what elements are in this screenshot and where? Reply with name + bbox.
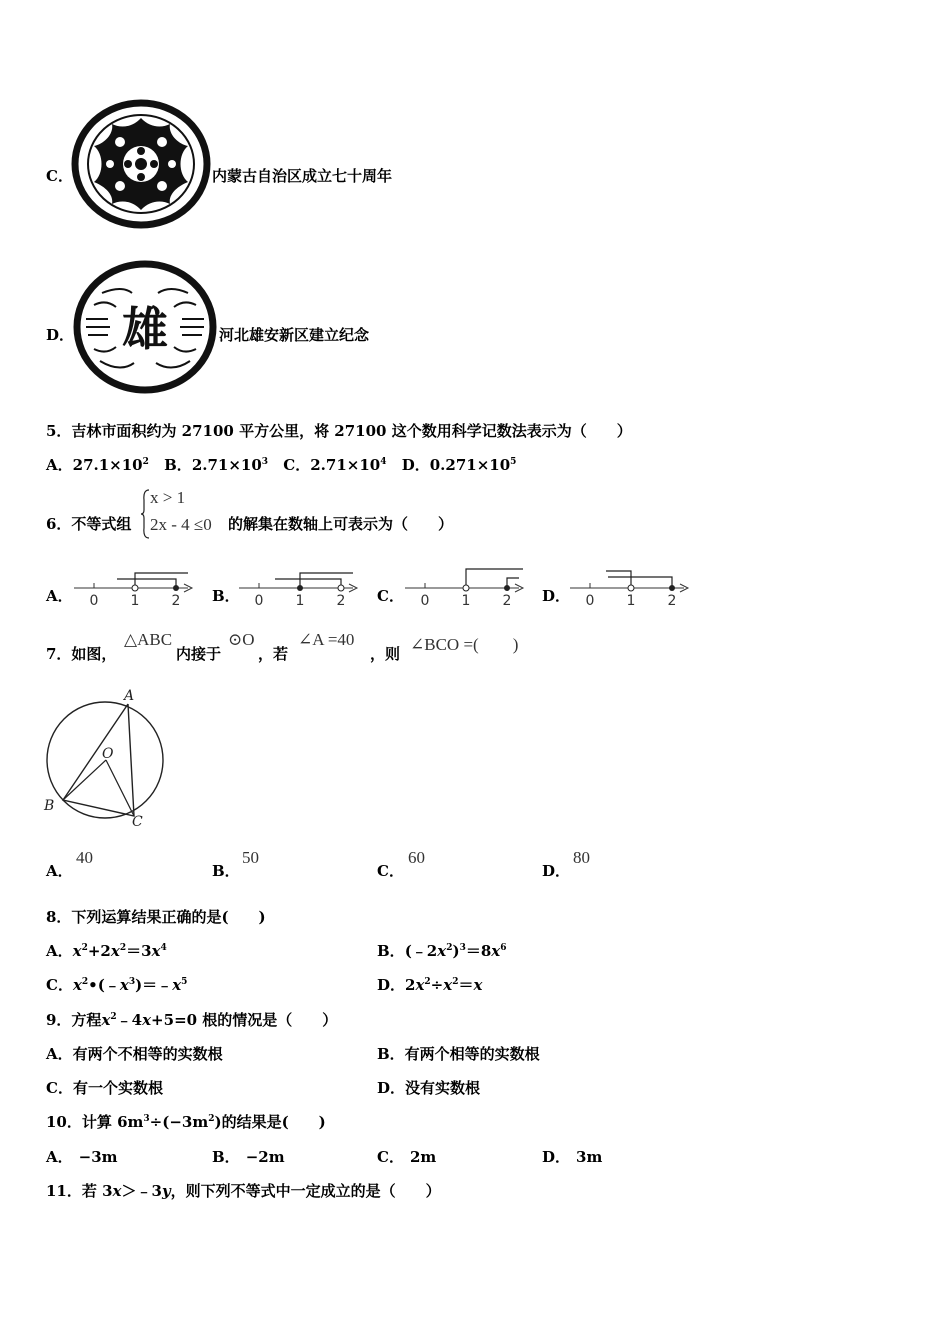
q5-stem: 5．吉林市面积约为 27100 平方公里，将 27100 这个数用科学记数法表示为（ ）: [46, 422, 632, 440]
q6-prefix: 6．不等式组: [46, 515, 132, 533]
q6-option-b-label[interactable]: B．: [212, 587, 240, 605]
q7-prefix: 7．如图，: [46, 645, 117, 663]
q5-option-c[interactable]: C．$2.71\times 10^4$: [283, 456, 387, 474]
svg-text:0: 0: [585, 593, 595, 609]
svg-text:C: C: [132, 814, 143, 830]
option-d-text: 河北雄安新区建立纪念: [219, 326, 370, 344]
q7-circle: ⊙O: [228, 630, 255, 649]
q6-option-a-label[interactable]: A．: [46, 587, 73, 605]
q7-option-b-value: 50: [242, 848, 259, 867]
q7-option-c-value: 60: [408, 848, 425, 867]
q7-angle-a: ∠A =40: [298, 630, 355, 649]
inequality-2: 2x - 4 ≤0: [150, 515, 212, 534]
number-line-b[interactable]: [237, 565, 361, 609]
svg-text:2: 2: [336, 593, 346, 609]
system-brace: [140, 488, 150, 540]
inequality-1: x > 1: [150, 488, 186, 507]
q7-option-a-label[interactable]: A．: [46, 862, 73, 880]
svg-text:0: 0: [254, 593, 264, 609]
inner-mongolia-coin-image: [70, 98, 212, 230]
q6-option-d-label[interactable]: D．: [542, 587, 571, 605]
svg-text:1: 1: [130, 593, 140, 609]
q10-stem: 10．计算 $6m^3\div(-3m^2)$的结果是( ): [46, 1113, 326, 1131]
q9-option-b[interactable]: B．有两个相等的实数根: [377, 1045, 540, 1063]
q7-mid3: ，则: [370, 645, 401, 663]
svg-text:B: B: [44, 798, 55, 814]
q7-mid1: 内接于: [176, 645, 222, 663]
option-c-label: C．: [46, 167, 73, 185]
svg-text:0: 0: [420, 593, 430, 609]
q5-option-a[interactable]: A．$27.1\times 10^2$: [46, 456, 149, 474]
q7-option-a-value: 40: [76, 848, 93, 867]
svg-text:2: 2: [171, 593, 181, 609]
q8-option-b[interactable]: B．$(﹣2x^2)^3=8x^6$: [377, 942, 507, 960]
q5-option-b[interactable]: B．$2.71\times 10^3$: [164, 456, 269, 474]
q7-option-b-label[interactable]: B．: [212, 862, 240, 880]
q7-mid2: ，若: [258, 645, 289, 663]
q10-option-c[interactable]: C． 2m: [377, 1148, 437, 1166]
option-c-text: 内蒙古自治区成立七十周年: [212, 167, 393, 185]
number-line-d[interactable]: [568, 565, 692, 609]
q5-options: [46, 454, 516, 475]
q10-option-a[interactable]: A． −3m: [46, 1148, 118, 1166]
q10-option-d[interactable]: D． 3m: [542, 1148, 603, 1166]
q10-option-b[interactable]: B． −2m: [212, 1148, 285, 1166]
number-line-a[interactable]: [72, 565, 196, 609]
seal-character: 雄: [122, 302, 168, 356]
q8-option-d[interactable]: D．$2x^2\div x^2=x$: [377, 976, 483, 994]
svg-text:1: 1: [626, 593, 636, 609]
q7-option-d-value: 80: [573, 848, 590, 867]
svg-text:2: 2: [667, 593, 677, 609]
svg-text:0: 0: [89, 593, 99, 609]
circle-figure: [38, 680, 174, 830]
q9-option-c[interactable]: C．有一个实数根: [46, 1079, 163, 1097]
q5-option-d[interactable]: D．$0.271\times 10^5$: [401, 456, 517, 474]
q11-stem: 11．若 3x＞﹣3y，则下列不等式中一定成立的是（ ）: [46, 1182, 441, 1200]
q8-stem: 8．下列运算结果正确的是( ): [46, 908, 266, 926]
q7-angle-bco: ∠BCO =( ): [410, 635, 519, 654]
number-line-c[interactable]: [403, 565, 527, 609]
xiongan-coin-image: [72, 259, 218, 395]
svg-text:1: 1: [295, 593, 305, 609]
q9-option-a[interactable]: A．有两个不相等的实数根: [46, 1045, 223, 1063]
q8-option-a[interactable]: A．$x^2+2x^2=3x^4$: [46, 942, 167, 960]
q7-option-c-label[interactable]: C．: [377, 862, 404, 880]
q7-option-d-label[interactable]: D．: [542, 862, 571, 880]
q6-option-c-label[interactable]: C．: [377, 587, 404, 605]
option-d-label: D．: [46, 326, 75, 344]
svg-text:A: A: [124, 688, 135, 704]
svg-text:O: O: [102, 746, 114, 762]
q8-option-c[interactable]: C．$x^2•(﹣x^3)=﹣x^5$: [46, 976, 188, 994]
svg-text:2: 2: [502, 593, 512, 609]
q9-option-d[interactable]: D．没有实数根: [377, 1079, 481, 1097]
svg-text:1: 1: [461, 593, 471, 609]
q9-stem: 9．方程$x^2﹣4x+5=0$ 根的情况是（ ）: [46, 1011, 338, 1029]
q6-suffix: 的解集在数轴上可表示为（ ）: [228, 515, 454, 533]
q7-triangle: △ABC: [124, 630, 173, 649]
